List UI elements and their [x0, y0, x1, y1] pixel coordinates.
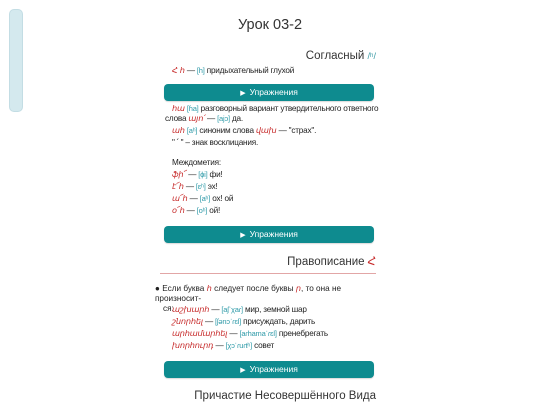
example-text: слова: [165, 114, 187, 123]
section-divider: [160, 273, 376, 274]
translation: присуждать, дарить: [243, 317, 316, 326]
play-icon: ▶: [240, 90, 246, 97]
exercises-button-label: Упражнения: [249, 229, 298, 239]
ipa-transcription: [ʃənɔˈɾɛl]: [215, 317, 242, 326]
armenian-word: արհամարհել: [172, 329, 228, 338]
play-icon: ▶: [240, 232, 246, 239]
list-item: [172, 305, 307, 315]
armenian-word: շնորհել: [172, 317, 203, 326]
consonant-line: [172, 66, 294, 76]
example-text: разговорный вариант утвердительного ответного: [200, 104, 379, 113]
list-item: [172, 194, 233, 204]
example-text: " ՛ " – знак восклицания.: [172, 138, 259, 147]
armenian-word: օ՜հ: [172, 206, 185, 215]
armenian-letter: Հ հ: [172, 66, 185, 75]
exercises-button[interactable]: [164, 226, 374, 243]
armenian-letter: ր: [295, 284, 302, 293]
list-item: [172, 182, 218, 192]
interjections-heading: Междометия:: [172, 158, 221, 167]
list-item: [172, 170, 223, 180]
exercises-button-label: Упражнения: [249, 87, 298, 97]
exercises-button-label: Упражнения: [249, 364, 298, 374]
armenian-letter: Հ: [367, 256, 376, 268]
translation: мир, земной шар: [245, 305, 307, 314]
example-line: [165, 114, 243, 124]
consonant-description: придыхательный глухой: [206, 66, 295, 75]
ipa-transcription: [h]: [196, 66, 205, 75]
ipa-transcription: [ɦa]: [186, 104, 199, 113]
ipa-transcription: [aɾhamaˈɾɛl]: [239, 329, 277, 338]
armenian-word: ֆի՜: [172, 170, 187, 179]
list-item: [172, 341, 274, 351]
example-line: [172, 104, 378, 114]
dash: —: [215, 341, 224, 350]
spelling-heading: [287, 254, 376, 268]
ipa-transcription: [ɛʰ]: [195, 182, 206, 191]
list-item: [172, 317, 315, 327]
next-section-heading: Причастие Несовершённого Вида: [194, 390, 376, 402]
armenian-word: վախ: [255, 126, 277, 135]
translation: ой!: [209, 206, 221, 215]
exercises-button[interactable]: [164, 361, 374, 378]
translation: пренебрегать: [278, 329, 328, 338]
dash: —: [185, 182, 194, 191]
ipa-transcription: [χɔˈɾuɾtʰ]: [225, 341, 252, 350]
translation: совет: [254, 341, 275, 350]
exercises-button[interactable]: [164, 84, 374, 101]
armenian-word: է՜հ: [172, 182, 184, 191]
dash: —: [207, 114, 216, 123]
page-title: Урок 03-2: [237, 17, 303, 33]
spelling-heading-label: Правописание: [287, 256, 365, 268]
armenian-word: աշխարհ: [172, 305, 210, 314]
armenian-letter: հ: [206, 284, 212, 293]
example-text: да.: [231, 114, 243, 123]
rule-text: следует после буквы: [214, 284, 294, 293]
bullet-icon: ●: [155, 284, 160, 293]
dash: —: [186, 206, 195, 215]
play-icon: ▶: [240, 367, 246, 374]
list-item: [172, 206, 220, 216]
example-text: — "страх".: [278, 126, 317, 135]
ipa-transcription: [ɸi]: [198, 170, 208, 179]
dash: —: [186, 66, 195, 75]
armenian-word: ա՜հ: [172, 194, 188, 203]
dash: —: [229, 329, 238, 338]
example-line: [172, 138, 258, 148]
consonant-heading-ipa: /ʰ/: [367, 51, 376, 61]
ipa-transcription: [aʰ]: [199, 194, 211, 203]
dash: —: [204, 317, 213, 326]
armenian-word: հա: [172, 104, 185, 113]
rule-text: , то она не произносит-: [155, 284, 342, 303]
dash: —: [189, 194, 198, 203]
translation: эх!: [207, 182, 218, 191]
dash: —: [188, 170, 197, 179]
ipa-transcription: [aʰ]: [186, 126, 198, 135]
sidebar-toggle-handle[interactable]: [9, 9, 23, 112]
ipa-transcription: [oʰ]: [196, 206, 208, 215]
armenian-word: այո՛: [188, 114, 205, 123]
example-line: [172, 126, 316, 136]
consonant-heading-label: Согласный: [305, 50, 365, 62]
translation: фи!: [209, 170, 223, 179]
translation: ох! ой: [212, 194, 234, 203]
example-text: синоним слова: [199, 126, 254, 135]
list-item: [172, 329, 328, 339]
ipa-transcription: [ajɔ]: [217, 114, 230, 123]
armenian-word: ահ: [172, 126, 185, 135]
armenian-word: խորհուրդ: [172, 341, 214, 350]
consonant-heading: [306, 50, 376, 62]
ipa-transcription: [aʃˈχaɾ]: [221, 305, 243, 314]
rule-text: Если буква: [162, 284, 205, 293]
dash: —: [211, 305, 220, 314]
rule-text: ся:: [163, 304, 174, 313]
